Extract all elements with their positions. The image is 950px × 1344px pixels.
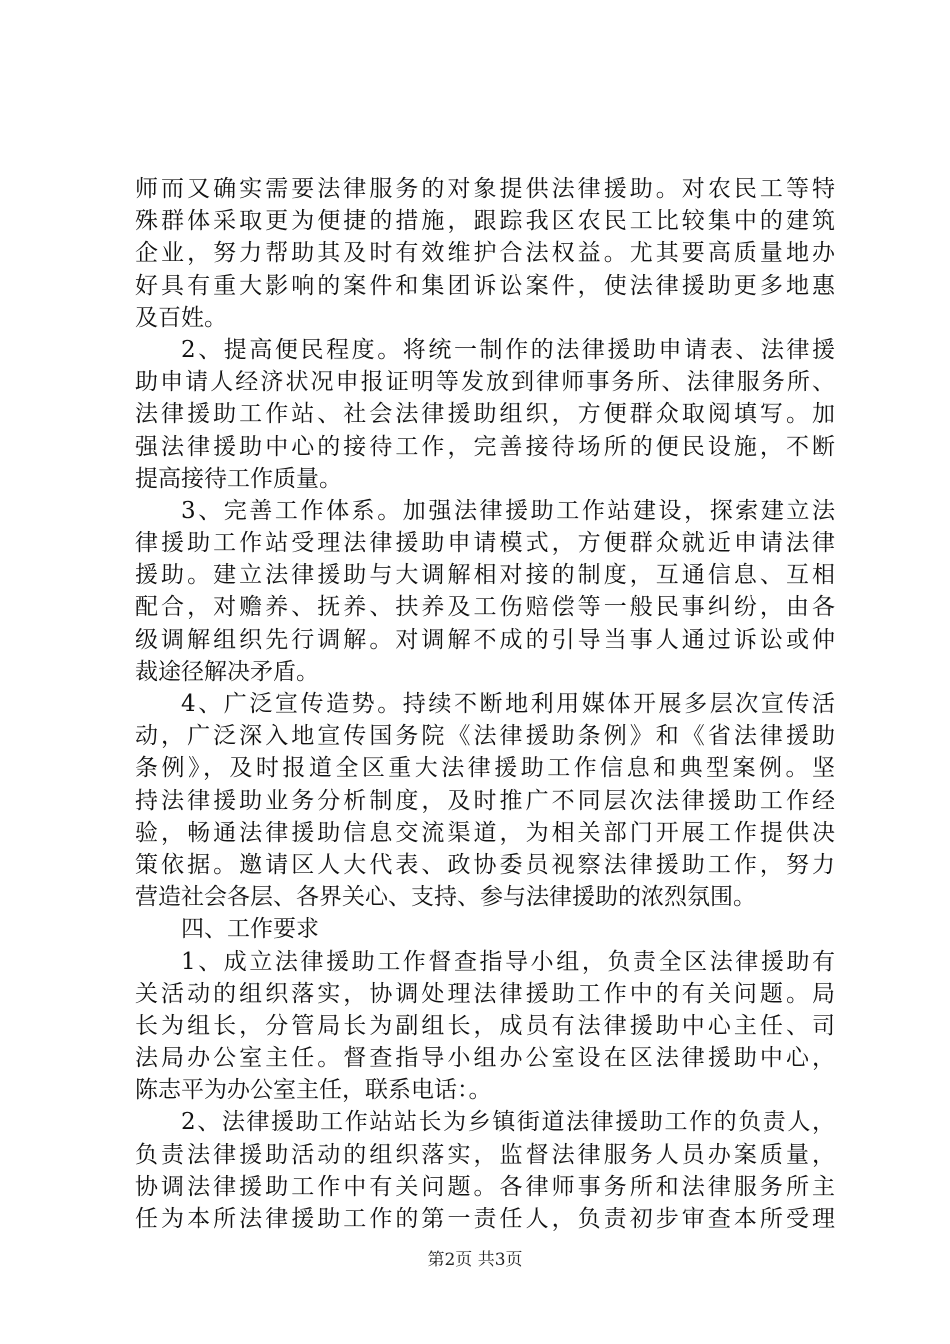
text-line: 援助。建立法律援助与大调解相对接的制度，互通信息、互相 (135, 562, 835, 589)
text-line: 长为组长，分管局长为副组长，成员有法律援助中心主任、司 (135, 1012, 835, 1039)
text-line: 裁途径解决矛盾。 (135, 658, 319, 685)
page-footer: 第2页 共3页 (427, 1250, 523, 1270)
text-line: 动，广泛深入地宣传国务院《法律援助条例》和《省法律援助 (135, 723, 835, 750)
text-line: 强法律援助中心的接待工作，完善接待场所的便民设施，不断 (135, 433, 835, 460)
text-line: 营造社会各层、各界关心、支持、参与法律援助的浓烈氛围。 (135, 884, 756, 911)
text-line: 条例》，及时报道全区重大法律援助工作信息和典型案例。坚 (135, 755, 835, 782)
text-line: 法律援助工作站、社会法律援助组织，方便群众取阅填写。加 (135, 401, 835, 428)
text-line: 师而又确实需要法律服务的对象提供法律援助。对农民工等特 (135, 176, 835, 202)
text-line: 好具有重大影响的案件和集团诉讼案件，使法律援助更多地惠 (135, 272, 835, 299)
text-line: 企业，努力帮助其及时有效维护合法权益。尤其要高质量地办 (135, 240, 835, 267)
text-line: 级调解组织先行调解。对调解不成的引导当事人通过诉讼或仲 (135, 626, 835, 653)
text-line: 验，畅通法律援助信息交流渠道，为相关部门开展工作提供决 (135, 819, 835, 846)
text-line: 法局办公室主任。督查指导小组办公室设在区法律援助中心， (135, 1045, 835, 1072)
text-line: 四、工作要求 (181, 916, 319, 943)
text-line: 任为本所法律援助工作的第一责任人，负责初步审查本所受理 (135, 1206, 835, 1232)
text-line: 3、完善工作体系。加强法律援助工作站建设，探索建立法 (181, 497, 835, 524)
text-line: 4、广泛宣传造势。持续不断地利用媒体开展多层次宣传活 (181, 691, 835, 717)
text-line: 陈志平为办公室主任，联系电话：。 (135, 1077, 492, 1104)
text-line: 持法律援助业务分析制度，及时推广不同层次法律援助工作经 (135, 787, 835, 814)
text-line: 1、成立法律援助工作督查指导小组，负责全区法律援助有 (181, 948, 835, 975)
text-line: 2、法律援助工作站站长为乡镇街道法律援助工作的负责人， (181, 1109, 835, 1136)
text-line: 2、提高便民程度。将统一制作的法律援助申请表、法律援 (181, 336, 835, 363)
text-line: 协调法律援助工作中有关问题。各律师事务所和法律服务所主 (135, 1173, 835, 1200)
text-line: 殊群体采取更为便捷的措施，跟踪我区农民工比较集中的建筑 (135, 208, 835, 235)
text-line: 助申请人经济状况申报证明等发放到律师事务所、法律服务所、 (135, 369, 835, 396)
text-line: 配合，对赡养、抚养、扶养及工伤赔偿等一般民事纠纷，由各 (135, 594, 835, 621)
text-line: 策依据。邀请区人大代表、政协委员视察法律援助工作，努力 (135, 851, 835, 878)
text-line: 负责法律援助活动的组织落实，监督法律服务人员办案质量， (135, 1141, 835, 1168)
text-line: 提高接待工作质量。 (135, 465, 342, 492)
text-line: 及百姓。 (135, 304, 227, 331)
text-line: 关活动的组织落实，协调处理法律援助工作中的有关问题。局 (135, 980, 835, 1007)
text-line: 律援助工作站受理法律援助申请模式，方便群众就近申请法律 (135, 530, 835, 557)
body-text (135, 173, 835, 1235)
